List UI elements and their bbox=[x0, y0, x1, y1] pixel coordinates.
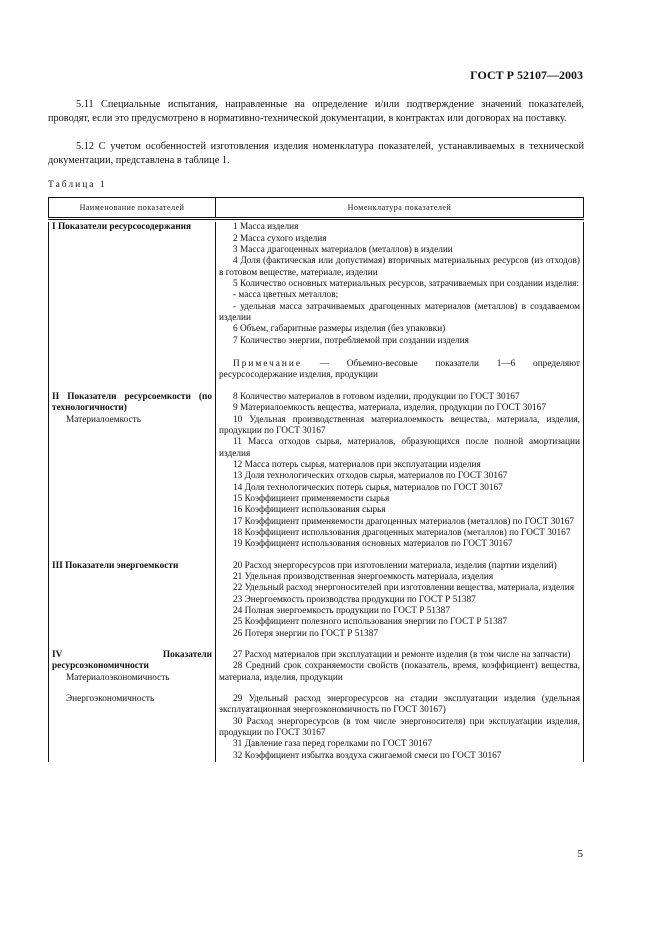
group-title: II Показатели ресурсоемкости (по технологичности) bbox=[52, 391, 212, 414]
list-item: 6 Объем, габаритные размеры изделия (без упаковки) bbox=[233, 324, 446, 335]
list-item: 8 Количество материалов в готовом изделии, продукции по ГОСТ 30167 bbox=[233, 391, 520, 402]
list-item: 2 Масса сухого изделия bbox=[233, 233, 327, 244]
list-item: 23 Энергоемкость производства продукции по ГОСТ Р 51387 bbox=[233, 594, 476, 605]
list-item: 22 Удельный расход энергоносителей при изготовлении вещества, материала, изделия bbox=[233, 583, 574, 594]
list-item: 29 Удельный расход энергоресурсов на стадии эксплуатации изделия (удельная эксплуатационная энергоэкономичность по ГОСТ 30167) bbox=[219, 694, 580, 716]
table-note bbox=[219, 359, 580, 382]
table-row bbox=[49, 382, 584, 551]
list-item: 7 Количество энергии, потребляемой при создании изделия bbox=[233, 335, 469, 346]
indicators-table bbox=[48, 197, 584, 762]
list-item: 26 Потеря энергии по ГОСТ Р 51387 bbox=[233, 628, 378, 639]
list-item: 30 Расход энергоресурсов (в том числе энергоносителя) при эксплуатации изделия, продукции по ГОСТ 30167 bbox=[219, 716, 580, 739]
list-item: 14 Доля технологических потерь сырья, материалов по ГОСТ 30167 bbox=[233, 482, 503, 493]
list-item: 18 Коэффициент использования драгоценных материалов (металлов) по ГОСТ 30167 bbox=[233, 527, 571, 538]
page-number: 5 bbox=[577, 848, 583, 860]
list-item: 25 Коэффициент полезного использования энергии по ГОСТ Р 51387 bbox=[233, 617, 508, 628]
column-header-nomenclature: Номенклатура показателей bbox=[216, 198, 584, 219]
list-item: 13 Доля технологических отходов сырья, материалов по ГОСТ 30167 bbox=[233, 471, 508, 482]
group-title: IV Показатели ресурсоэкономичности bbox=[52, 650, 212, 672]
subgroup-title: Материалоемкость bbox=[66, 414, 141, 425]
note-text: — Объемно-весовые показатели 1—6 определяют ресурсосодержание изделия, продукции bbox=[219, 359, 580, 381]
list-item: 11 Масса отходов сырья, материалов, образующихся после полной амортизации изделия bbox=[219, 437, 580, 459]
list-item: 21 Удельная производственная энергоемкость материала, изделия bbox=[233, 571, 494, 582]
table-row bbox=[49, 222, 584, 381]
document-header: ГОСТ Р 52107—2003 bbox=[470, 68, 583, 82]
list-item: 5 Количество основных материальных ресурсов, затрачиваемых при создании изделия: bbox=[233, 279, 580, 290]
list-item: 4 Доля (фактическая или допустимая) вторичных материальных ресурсов (из отходов) в готовом веществе, материале, изделии bbox=[219, 256, 580, 278]
list-item: 27 Расход материалов при эксплуатации и ремонте изделия (в том числе на запчасти) bbox=[233, 650, 571, 661]
list-item: 24 Полная энергоемкость продукции по ГОСТ Р 51387 bbox=[233, 606, 450, 616]
table-row bbox=[49, 640, 584, 684]
list-item: 15 Коэффициент применяемости сырья bbox=[233, 493, 390, 504]
table-caption: Таблица 1 bbox=[48, 180, 107, 190]
note-label: Примечание bbox=[233, 359, 302, 370]
group-title: III Показатели энергоемкости bbox=[52, 560, 179, 571]
table-row bbox=[49, 684, 584, 762]
list-item: 17 Коэффициент применяемости драгоценных материалов (металлов) по ГОСТ 30167 bbox=[233, 516, 575, 527]
list-item: 20 Расход энергоресурсов при изготовлении материала, изделия (партии изделий) bbox=[233, 560, 557, 571]
list-item: - удельная масса затрачиваемых драгоценных материалов (металлов) в создаваемом изделии bbox=[219, 301, 580, 324]
list-item: 19 Коэффициент использования основных материалов по ГОСТ 30167 bbox=[233, 539, 513, 550]
list-item: 12 Масса потерь сырья, материалов при эксплуатации изделия bbox=[233, 459, 481, 470]
subgroup-title: Энергоэкономичность bbox=[66, 694, 155, 705]
list-item: 31 Давление газа перед горелками по ГОСТ 30167 bbox=[233, 739, 433, 750]
paragraph-5-11: 5.11 Специальные испытания, направленные на определение и/или подтверждение значений показателей, проводят, если это предусмотрено в нормативно-технической документации, в контрактах или договорах на поставку. bbox=[48, 99, 584, 124]
list-item: 1 Масса изделия bbox=[233, 222, 299, 233]
subgroup-title: Материалоэкономичность bbox=[66, 672, 170, 683]
table-row bbox=[49, 551, 584, 640]
list-item: 28 Средний срок сохраняемости свойств (показатель, время, коэффициент) вещества, материала, изделия, продукции bbox=[219, 661, 580, 683]
list-item: 9 Материалоемкость вещества, материала, изделия, продукции по ГОСТ 30167 bbox=[233, 403, 546, 414]
list-item: 32 Коэффициент избытка воздуха сжигаемой смеси по ГОСТ 30167 bbox=[233, 750, 502, 761]
list-item: - масса цветных металлов; bbox=[233, 290, 339, 301]
list-item: 10 Удельная производственная материалоемкость вещества, материала, изделия, продукции по ГОСТ 30167 bbox=[219, 414, 580, 436]
paragraph-5-12: 5.12 С учетом особенностей изготовления изделия номенклатура показателей, устанавливаемых в технической документации, представлена в таблице 1. bbox=[48, 141, 584, 166]
group-title: I Показатели ресурсосодержания bbox=[52, 222, 192, 233]
list-item: 16 Коэффициент использования сырья bbox=[233, 505, 386, 516]
list-item: 3 Масса драгоценных материалов (металлов) в изделии bbox=[233, 245, 453, 256]
column-header-names: Наименование показателей bbox=[49, 198, 216, 219]
